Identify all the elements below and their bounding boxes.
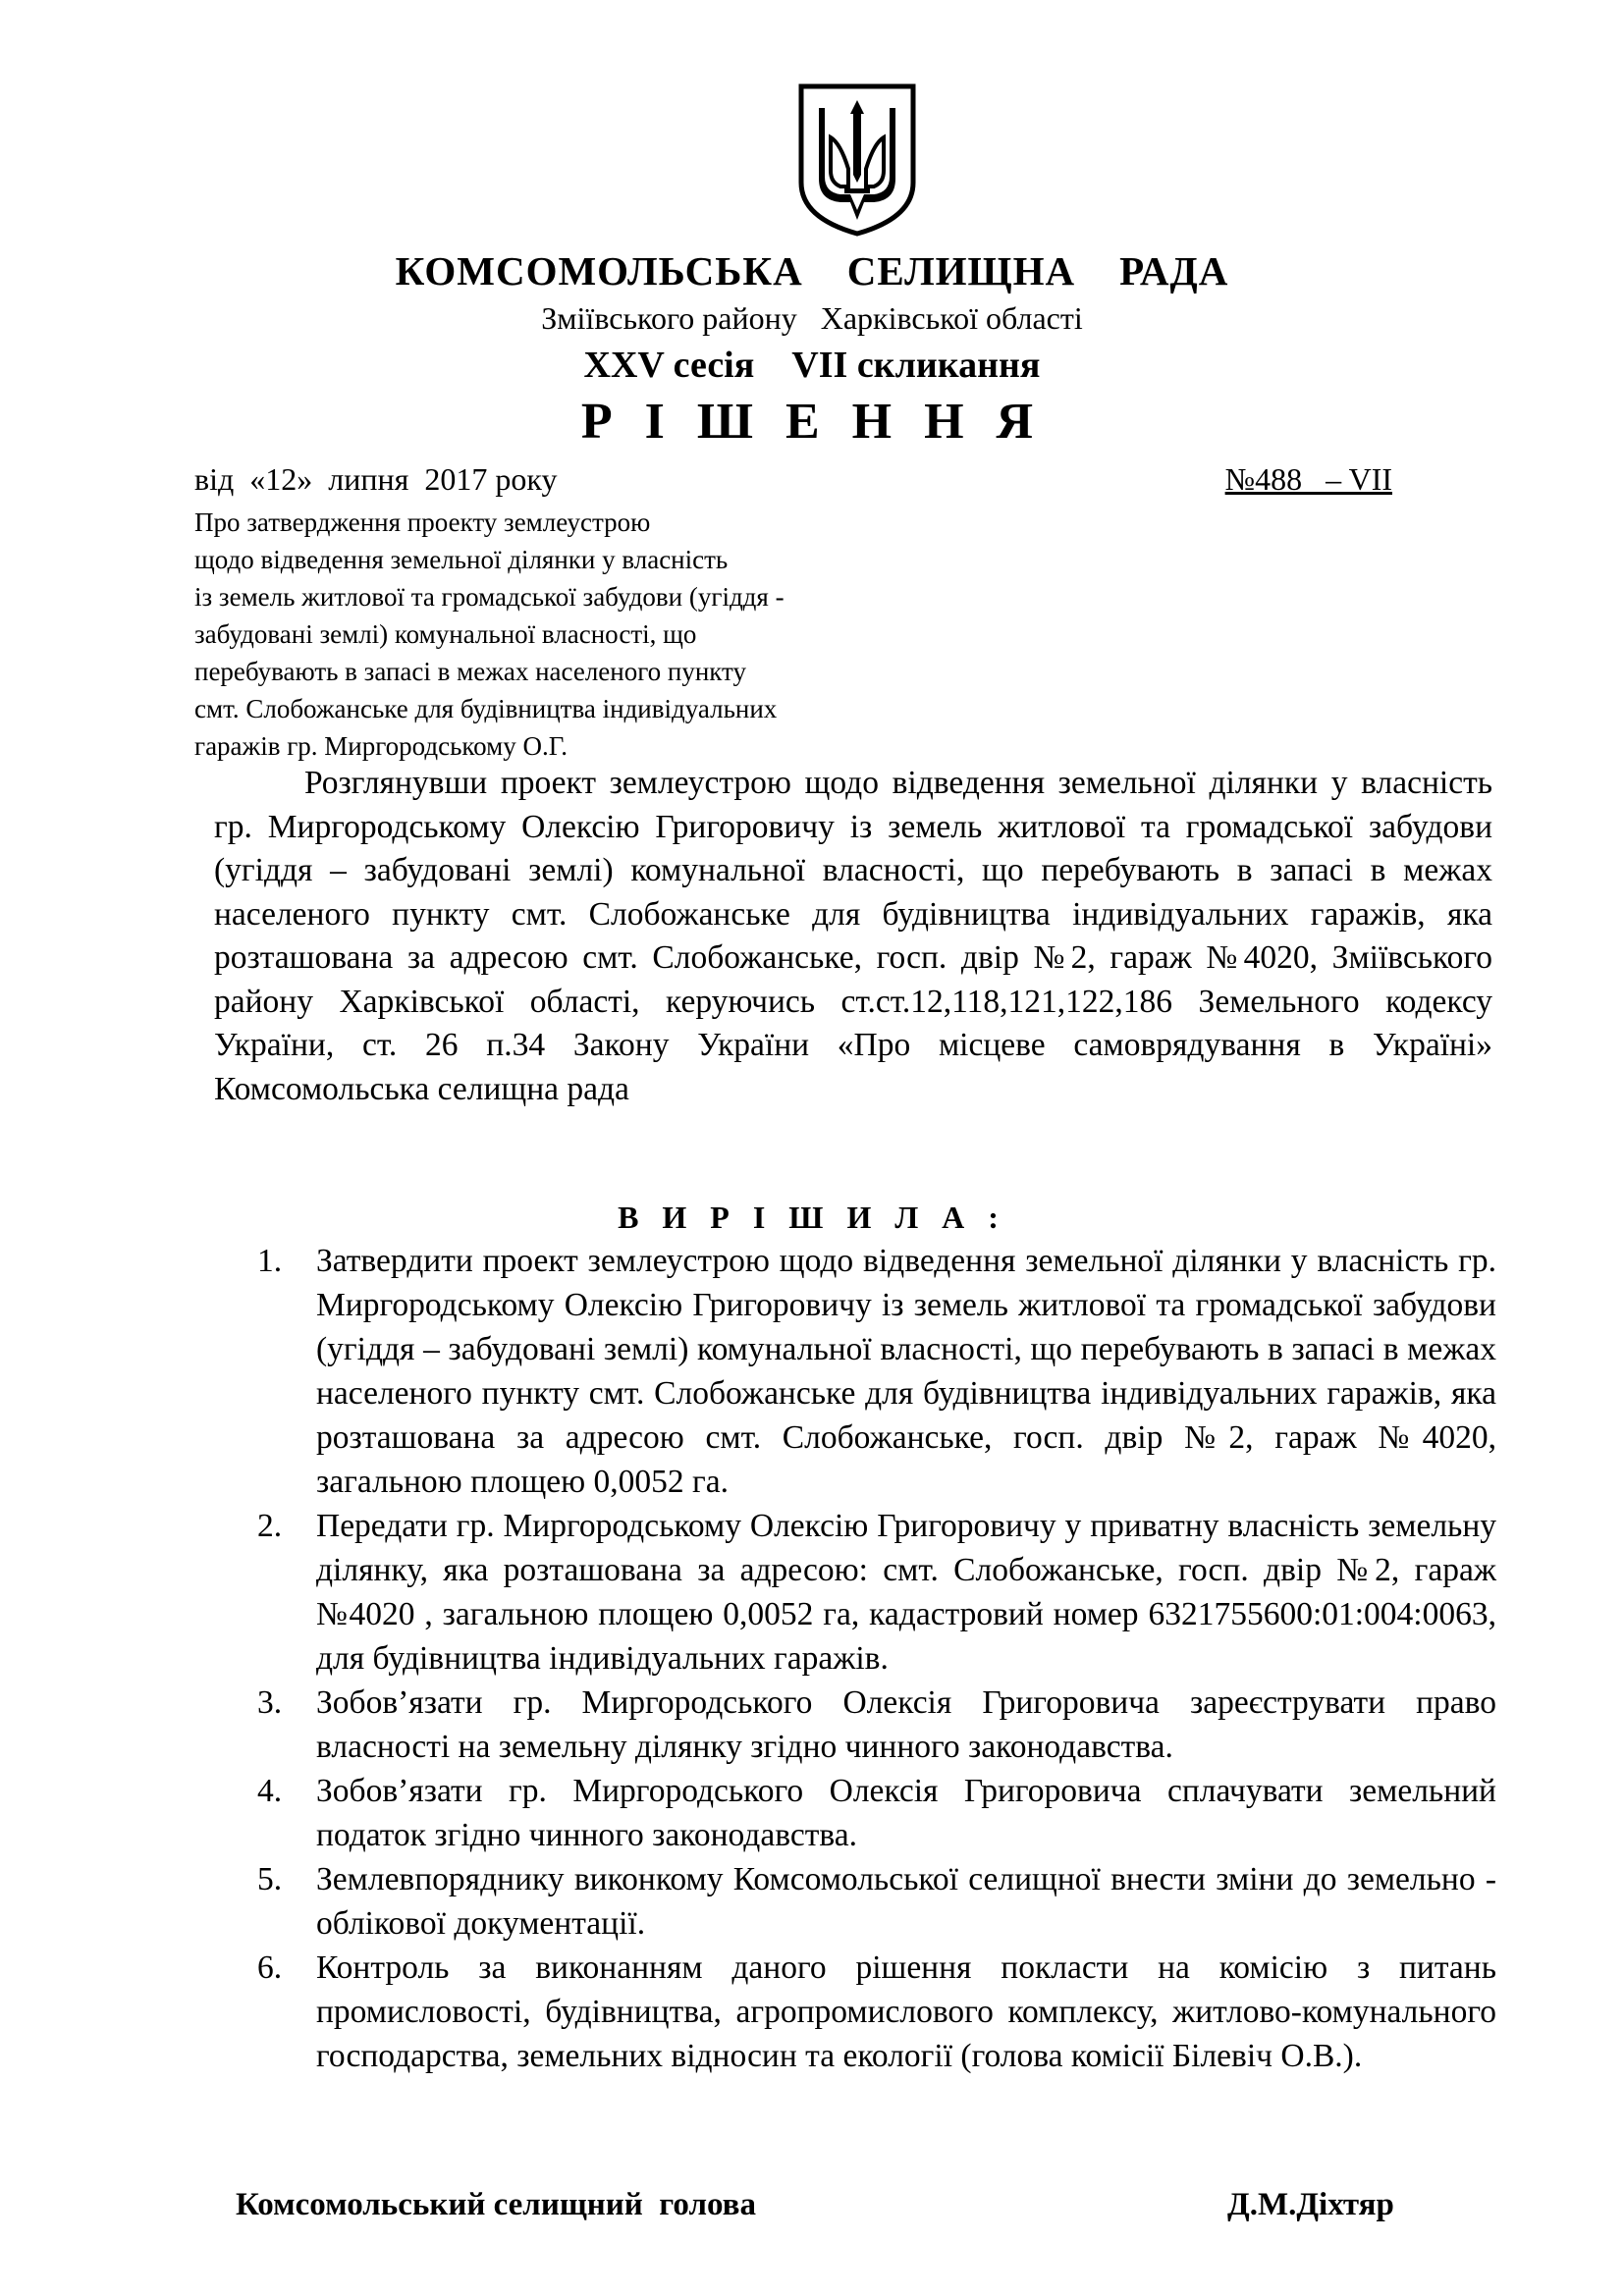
item-number: 1. [257,1243,283,1279]
item-number: 6. [257,1949,283,1986]
resolution-item [257,1769,1496,1857]
subject-line: смт. Слобожанське для будівництва індивідуальних [194,694,778,723]
resolution-items [257,1239,1496,2078]
trident-coat-of-arms-icon [795,80,919,238]
signatory-title: Комсомольський селищний голова [236,2187,756,2222]
preamble-paragraph: Розглянувши проект землеустрою щодо відведення земельної ділянки у власність гр. Миргородському Олексію Григоровичу із земель житлової та громадської забудови (угіддя – забудовані землі) комунальної власності, що перебувають в запасі в межах населеного пункту смт. Слобожанське для будівництва індивідуальних гаражів, яка розташована за адресою смт. Слобожанське, госп. двір №2, гараж №4020, Зміївського району Харківської області, керуючись ст.ст.12,118,121,122,186 Земельного кодексу України, ст. 26 п.34 Закону України «Про місцеве самоврядування в Україні» Комсомольська селищна рада [214,765,1492,1107]
resolved-heading: В И Р І Ш И Л А : [618,1200,1006,1235]
decision-number: №488 – VII [1224,461,1392,497]
subject-line: забудовані землі) комунальної власності, що [194,619,697,649]
subject-line: гаражів гр. Миргородському О.Г. [194,731,568,761]
item-text: Контроль за виконанням даного рішення покласти на комісію з питань промисловості, будівництва, агропромислового комплексу, житлово-комунального господарства, земельних відносин та екології (голова комісії Білевіч О.В.). [316,1949,1496,2074]
document-title: Р І Ш Е Н Н Я [580,394,1044,450]
item-number: 3. [257,1684,283,1721]
resolution-item [257,1857,1496,1946]
subject-line: перебувають в запасі в межах населеного пункту [194,657,746,686]
item-text: Передати гр. Миргородському Олексію Григоровичу у приватну власність земельну ділянку, яка розташована за адресою: смт. Слобожанське, госп. двір №2, гараж №4020 , загальною площею 0,0052 га, кадастровий номер 6321755600:01:004:0063, для будівництва індивідуальних гаражів. [316,1508,1496,1677]
resolution-item [257,1239,1496,1504]
item-text: Землевпоряднику виконкому Комсомольської селищної внести зміни до земельно - облікової документації. [316,1861,1496,1942]
resolution-item [257,1504,1496,1681]
decision-subject [194,504,1039,765]
subject-line: Про затвердження проекту землеустрою [194,507,651,537]
resolution-item [257,1946,1496,2078]
item-number: 5. [257,1861,283,1897]
item-number: 2. [257,1508,283,1544]
subject-line: із земель житлової та громадської забудови (угіддя - [194,582,785,612]
signatory-name: Д.М.Діхтяр [1227,2187,1394,2222]
item-text: Зобов’язати гр. Миргородського Олексія Григоровича зареєструвати право власності на земельну ділянку згідно чинного законодавства. [316,1684,1496,1765]
decision-date: від «12» липня 2017 року [194,461,558,497]
district-region: Зміївського району Харківської області [541,300,1083,336]
item-text: Затвердити проект землеустрою щодо відведення земельної ділянки у власність гр. Миргородському Олексію Григоровичу із земель житлової та громадської забудови (угіддя – забудовані землі) комунальної власності, що перебувають в запасі в межах населеного пункту смт. Слобожанське для будівництва індивідуальних гаражів, яка розташована за адресою смт. Слобожанське, госп. двір №2, гараж №4020, загальною площею 0,0052 га. [316,1243,1496,1500]
subject-line: щодо відведення земельної ділянки у власність [194,545,729,574]
council-name: КОМСОМОЛЬСЬКА СЕЛИЩНА РАДА [395,248,1229,294]
item-text: Зобов’язати гр. Миргородського Олексія Григоровича сплачувати земельний податок згідно чинного законодавства. [316,1773,1496,1853]
resolution-item [257,1681,1496,1769]
session-info: XXV сесія VII скликання [583,345,1041,386]
item-number: 4. [257,1773,283,1809]
